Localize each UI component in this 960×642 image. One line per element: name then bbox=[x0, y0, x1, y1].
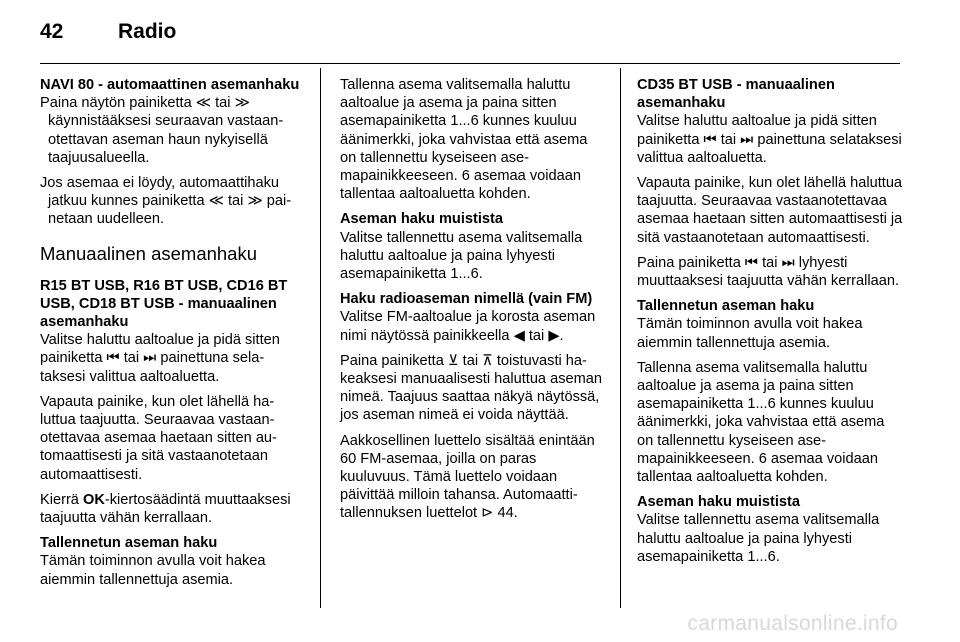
section-title: Radio bbox=[118, 20, 177, 43]
paragraph bbox=[40, 491, 304, 527]
column-middle bbox=[340, 76, 606, 523]
paragraph: Aakkosellinen luettelo sisältää enintään 60 FM-asemaa, joilla on paras kuuluvuus. Tämä luettelo voidaan päivittää milloin tahansa. Automaattitallennuksen luettelot ⊳ 44. bbox=[340, 432, 595, 522]
paragraph: Tämän toiminnon avulla voit hakea aiemmin tallennettuja asemia. bbox=[637, 316, 863, 351]
column-divider-1 bbox=[320, 68, 321, 608]
ok-keyword: OK bbox=[82, 491, 105, 508]
paragraph: Paina painiketta ⏮ tai ⏭ lyhyesti muuttaaksesi taajuutta vähän kerrallaan. bbox=[637, 254, 900, 290]
paragraph: Tallenna asema valitsemalla haluttu aaltoalue ja asema ja paina sitten asemapainiketta 1...6 kunnes kuuluu äänimerkki, joka vahvistaa että asema on tallennettu kyseiseen asemapainikkeeseen. 6 asemaa voidaan tallentaa aaltoaluetta kohden. bbox=[340, 77, 588, 203]
watermark: carmanualsonline.info bbox=[687, 612, 898, 635]
subheading-memory-search: Aseman haku muistista bbox=[637, 494, 801, 511]
paragraph: Valitse FM-aaltoalue ja korosta aseman nimi näytössä painikkeella ◀ tai ▶. bbox=[340, 309, 596, 344]
subheading-stored-search: Tallennetun aseman haku bbox=[40, 535, 218, 552]
paragraph: Tämän toiminnon avulla voit hakea aiemmin tallennettuja asemia. bbox=[40, 553, 266, 588]
text-run: -kiertosäädintä muuttaaksesi taajuutta vähän kerrallaan. bbox=[40, 491, 291, 527]
subheading-stored-search: Tallennetun aseman haku bbox=[637, 298, 815, 315]
subheading-navi80: NAVI 80 - automaattinen asemanhaku bbox=[40, 77, 300, 93]
page-number: 42 bbox=[40, 20, 64, 43]
paragraph: Paina painiketta ⊻ tai ⊼ toistuvasti hakeaksesi manuaalisesti haluttua aseman nimeä. Taajuus saattaa näkyä näytössä, jos aseman nimeä ei voida näyttää. bbox=[340, 352, 603, 424]
subheading-name-search: Haku radioaseman nimellä (vain FM) bbox=[340, 291, 593, 308]
paragraph: Paina näytön painiketta ≪ tai ≫ käynnistääksesi seuraavan vastaanotettavan aseman haun nykyisellä taajuusalueella. bbox=[40, 95, 284, 166]
section-heading: Manuaalinen asemanhaku bbox=[40, 242, 258, 264]
paragraph: Jos asemaa ei löydy, automaattihaku jatkuu kunnes painiketta ≪ tai ≫ painetaan uudelleen. bbox=[40, 175, 292, 228]
subheading-cd35: CD35 BT USB - manuaalinen asemanhaku bbox=[637, 77, 835, 112]
paragraph: Tallenna asema valitsemalla haluttu aaltoalue ja asema ja paina sitten asemapainiketta 1...6 kunnes kuuluu äänimerkki, joka vahvistaa että asema on tallennettu kyseiseen asemapainikkeeseen. 6 asemaa voidaan tallentaa aaltoaluetta kohden. bbox=[637, 359, 885, 486]
paragraph: Valitse haluttu aaltoalue ja pidä sitten painiketta ⏮ tai ⏭ painettuna selataksesi valittua aaltoaluetta. bbox=[40, 332, 280, 385]
header-rule bbox=[40, 63, 900, 64]
paragraph: Valitse haluttu aaltoalue ja pidä sitten painiketta ⏮ tai ⏭ painettuna selataksesi valittua aaltoaluetta. bbox=[637, 113, 902, 166]
paragraph: Vapauta painike, kun olet lähellä haluttua taajuutta. Seuraavaa vastaanotettavaa asemaa haetaan sitten automaattisesti ja sitä vastaanotetaan automaattisesti. bbox=[637, 175, 903, 246]
subheading-r15: R15 BT USB, R16 BT USB, CD16 BT USB, CD18 BT USB - manuaalinen asemanhaku bbox=[40, 277, 288, 331]
paragraph: Vapauta painike, kun olet lähellä haluttua taajuutta. Seuraavaa vastaanotettavaa asemaa haetaan sitten automaattisesti ja sitä vastaanotetaan automaattisesti. bbox=[40, 393, 277, 483]
column-left bbox=[40, 76, 304, 589]
paragraph: Valitse tallennettu asema valitsemalla haluttu aaltoalue ja paina lyhyesti asemapainiketta 1...6. bbox=[637, 512, 880, 565]
paragraph: Valitse tallennettu asema valitsemalla haluttu aaltoalue ja paina lyhyesti asemapainiketta 1...6. bbox=[340, 229, 583, 283]
column-divider-2 bbox=[620, 68, 621, 608]
subheading-memory-search: Aseman haku muistista bbox=[340, 211, 504, 228]
column-right bbox=[637, 76, 903, 566]
text-run: Kierrä bbox=[40, 491, 83, 508]
